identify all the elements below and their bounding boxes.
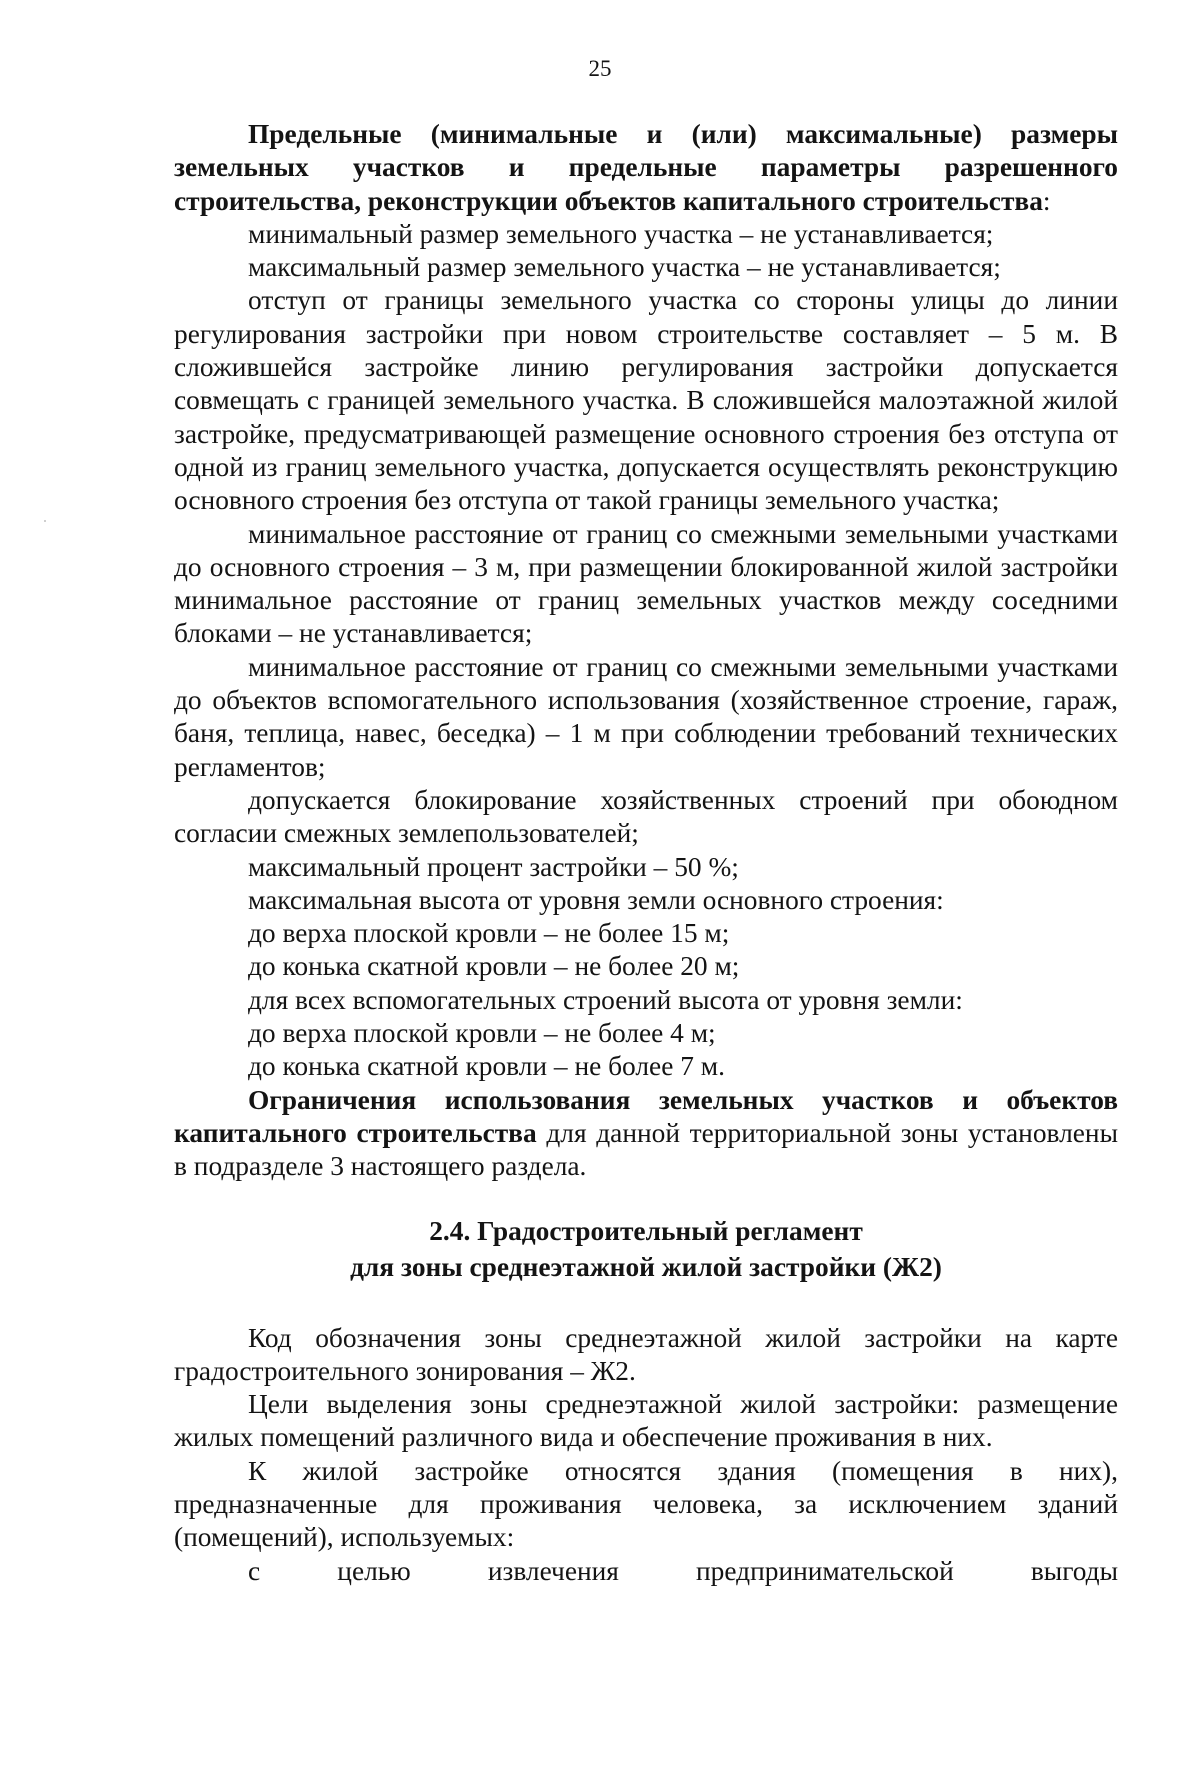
body-paragraph: Цели выделения зоны среднеэтажной жилой застройки: размещение жилых помещений различного вида и обеспечение проживания в них. [174, 1389, 1118, 1453]
list-item: максимальный процент застройки – 50 %; [248, 851, 739, 882]
section-intro-suffix: : [1042, 185, 1051, 216]
section-heading [174, 1213, 1118, 1285]
list-item: до конька скатной кровли – не более 20 м; [248, 951, 740, 982]
list-item: минимальное расстояние от границ со смежными земельными участками до объектов вспомогательного использования (хозяйственное строение, гараж, баня, теплица, навес, беседка) – 1 м при соблюдении требований технических регламентов; [174, 651, 1118, 782]
list-item: до верха плоской кровли – не более 4 м; [248, 1018, 716, 1049]
list-item: максимальная высота от уровня земли основного строения: [248, 884, 944, 915]
list-item: допускается блокирование хозяйственных строений при обоюдном согласии смежных землепользователей; [174, 784, 1118, 849]
body-paragraph: с целью извлечения предпринимательской выгоды [248, 1555, 1118, 1586]
list-item: минимальный размер земельного участка – не устанавливается; [248, 218, 994, 249]
page-number: 25 [588, 56, 612, 81]
page-body [174, 118, 1118, 1588]
section-intro [174, 118, 1118, 218]
list-item: минимальное расстояние от границ со смежными земельными участками до основного строения – 3 м, при размещении блокированной жилой застройки минимальное расстояние от границ земельных участков между соседними блоками – не устанавливается; [174, 518, 1118, 649]
list-item: максимальный размер земельного участка – не устанавливается; [248, 252, 1001, 283]
list-item: для всех вспомогательных строений высота от уровня земли: [248, 984, 963, 1015]
section-intro-bold: Предельные (минимальные и (или) максимальные) размеры земельных участков и предельные параметры разрешенного строительства, реконструкции объектов капитального строительства [174, 119, 1118, 216]
list-item: до верха плоской кровли – не более 15 м; [248, 918, 730, 949]
section-heading-line-1: 2.4. Градостроительный регламент [429, 1215, 863, 1246]
body-paragraph: Код обозначения зоны среднеэтажной жилой застройки на карте градостроительного зонирования – Ж2. [174, 1322, 1118, 1386]
restrictions-rest: для данной территориальной зоны установлены в подразделе 3 настоящего раздела. [174, 1117, 1118, 1182]
section-heading-line-2: для зоны среднеэтажной жилой застройки (Ж2) [350, 1251, 942, 1282]
list-item: отступ от границы земельного участка со стороны улицы до линии регулирования застройки при новом строительстве составляет – 5 м. В сложившейся застройке линию регулирования застройки допускается совмещать с границей земельного участка. В сложившейся малоэтажной жилой застройке, предусматривающей размещение основного строения без отступа от одной из границ земельного участка, допускается осуществлять реконструкцию основного строения без отступа от такой границы земельного участка; [174, 285, 1118, 516]
body-paragraph: К жилой застройке относятся здания (помещения в них), предназначенные для проживания человека, за исключением зданий (помещений), используемых: [174, 1455, 1118, 1553]
list-item: до конька скатной кровли – не более 7 м. [248, 1051, 725, 1082]
scan-artifact [44, 520, 46, 522]
restrictions-bold: Ограничения использования земельных участков и объектов капитального строительства [174, 1084, 1118, 1148]
restrictions-paragraph [174, 1084, 1118, 1184]
